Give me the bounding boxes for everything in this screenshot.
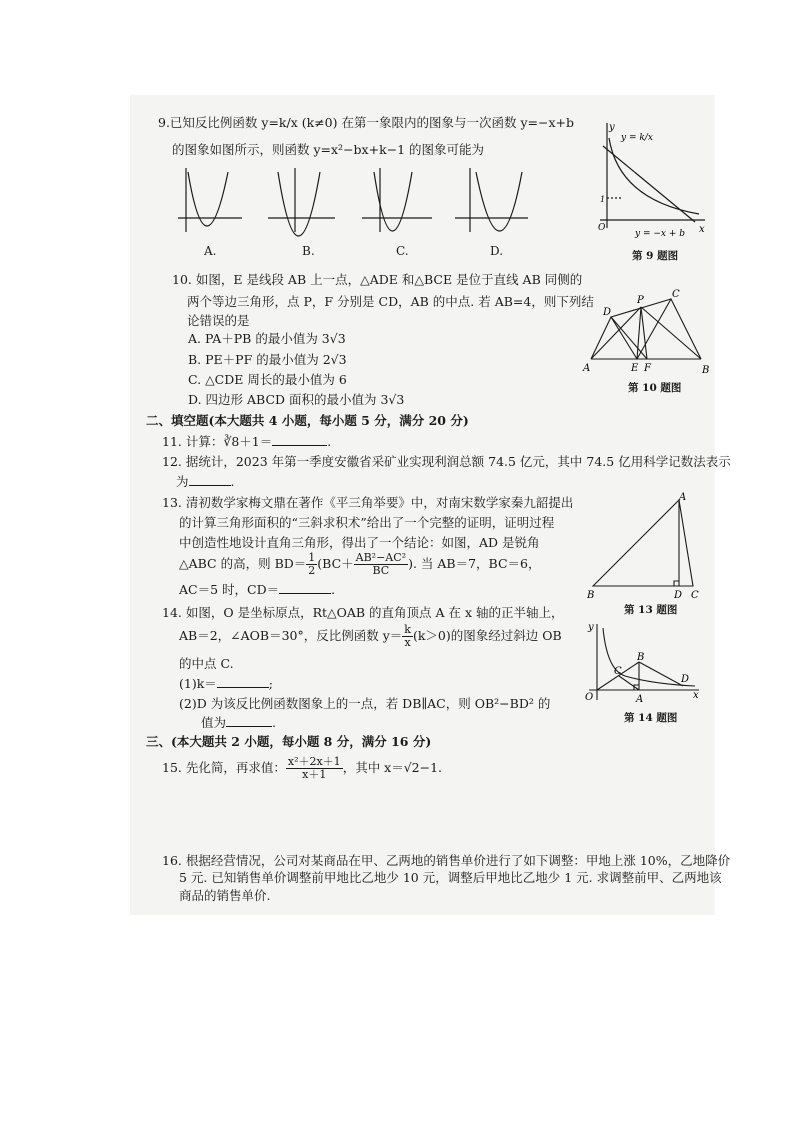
q10-option-a: A. PA＋PB 的最小值为 3√3 <box>188 331 346 346</box>
q13-label-d: D <box>674 590 683 601</box>
q11: 11. 计算：∛8＋1＝ . <box>162 434 332 449</box>
q14-figure <box>583 620 703 705</box>
q14-label-o: O <box>585 692 594 703</box>
q14-sub1: (1)k＝ ; <box>179 676 273 691</box>
q9-option-c: C. <box>396 244 409 258</box>
q14-label-d: D <box>681 674 690 685</box>
q12-line2: 为 . <box>176 474 235 489</box>
q10-label-c: C <box>672 289 680 300</box>
q10-option-b: B. PE＋PF 的最小值为 2√3 <box>188 352 347 367</box>
q10-option-d: D. 四边形 ABCD 面积的最小值为 3√3 <box>188 392 405 407</box>
q10-figure <box>583 285 708 375</box>
q13-label-a: A <box>679 492 687 503</box>
q10-fig-caption: 第 10 题图 <box>628 382 682 394</box>
q15: 15. 先化简，再求值： $\frac{\text{x²＋2x＋1}}{x+1}$ ，其中 x＝√2−1. <box>162 755 443 781</box>
section3-heading: 三、(本大题共 2 小题，每小题 8 分，满分 16 分) <box>146 734 432 749</box>
q13-line3: 中创造性地设计直角三角形，得出了一个结论：如图，AD 是锐角 <box>179 535 540 550</box>
q9-fig-caption: 第 9 题图 <box>632 250 679 262</box>
q9-graph-a <box>178 168 242 232</box>
q9-option-d: D. <box>490 244 504 258</box>
q10-label-e: E <box>631 363 639 374</box>
q14-label-c: C <box>614 666 622 677</box>
q9-line2: 的图象如图所示，则函数 y=x²−bx+k−1 的图象可能为 <box>172 142 485 157</box>
q9-figure <box>595 118 710 239</box>
q14-label-x: x <box>693 690 699 701</box>
q12-line1: 12. 据统计，2023 年第一季度安徽省采矿业实现利润总额 74.5 亿元，其中 74.5 亿用科学记数法表示 <box>162 454 731 469</box>
q10-label-b: B <box>702 365 710 376</box>
q10-line3: 论错误的是 <box>187 313 250 328</box>
q9-fig-y-label: y <box>609 122 615 133</box>
q14-fig-caption: 第 14 题图 <box>624 712 678 724</box>
q16-line2: 5 元. 已知销售单价调整前甲地比乙地少 10 元，调整后甲地比乙地少 1 元. 求调整前甲、乙两地该 <box>179 870 722 885</box>
q9-graph-c <box>362 168 432 232</box>
q13-label-b: B <box>587 590 595 601</box>
q13-label-c: C <box>691 590 699 601</box>
q13-line4: △ABC 的高，则 BD＝ $\frac{1}{2}$ (BC＋ $\frac{\text{AB²−AC²}}{BC}$ ). 当 AB＝7，BC＝6， <box>179 551 541 577</box>
q10-line2: 两个等边三角形，点 P，F 分别是 CD，AB 的中点. 若 AB=4，则下列结 <box>187 294 594 309</box>
q13-line5: AC＝5 时，CD＝ . <box>179 582 336 597</box>
q16-line3: 商品的销售单价. <box>179 888 271 903</box>
q10-label-p: P <box>637 295 644 306</box>
q14-line2: AB＝2，∠AOB＝30°，反比例函数 y＝ $\frac{k}{x}$ (k＞0)的图象经过斜边 OB <box>179 623 562 649</box>
section2-heading: 二、填空题(本大题共 4 小题，每小题 5 分，满分 20 分) <box>146 413 469 428</box>
q14-line1: 14. 如图，O 是坐标原点，Rt△OAB 的直角顶点 A 在 x 轴的正半轴上， <box>162 605 564 620</box>
q9-fig-curve-label: y = k/x <box>621 133 653 143</box>
q10-label-f: F <box>644 363 651 374</box>
q10-option-c: C. △CDE 周长的最小值为 6 <box>188 372 347 387</box>
q9-option-b: B. <box>302 244 315 258</box>
q10-line1: 10. 如图，E 是线段 AB 上一点，△ADE 和△BCE 是位于直线 AB 同侧的 <box>172 272 583 287</box>
q9-fig-origin: O <box>598 223 606 233</box>
q13-line2: 的计算三角形面积的“三斜求积术”给出了一个完整的证明，证明过程 <box>179 515 555 530</box>
q10-label-a: A <box>583 363 591 374</box>
q9-line1: 9.已知反比例函数 y=k/x (k≠0) 在第一象限内的图象与一次函数 y=−x+b <box>158 115 574 130</box>
q13-line1: 13. 清初数学家梅文鼎在著作《平三角举要》中，对南宋数学家秦九韶提出 <box>162 495 574 510</box>
q9-option-a: A. <box>204 244 217 258</box>
q9-fig-one: 1 <box>600 195 606 204</box>
q14-label-b: B <box>637 652 645 663</box>
q9-graph-b <box>268 168 335 236</box>
q14-line3: 的中点 C. <box>179 656 234 671</box>
q10-label-d: D <box>603 307 612 318</box>
q13-fig-caption: 第 13 题图 <box>624 604 678 616</box>
q9-fig-x-label: x <box>699 224 705 235</box>
q16-line1: 16. 根据经营情况，公司对某商品在甲、乙两地的销售单价进行了如下调整：甲地上涨 10%，乙地降价 <box>162 853 731 868</box>
q9-graph-d <box>455 168 528 232</box>
q14-label-y: y <box>588 622 594 633</box>
q14-sub2b: 值为 . <box>201 715 276 730</box>
q13-figure <box>585 490 710 602</box>
q9-fig-line-label: y = −x + b <box>635 229 685 239</box>
q14-label-a: A <box>636 694 644 705</box>
q14-sub2: (2)D 为该反比例函数图象上的一点，若 DB∥AC，则 OB²−BD² 的 <box>179 696 551 711</box>
